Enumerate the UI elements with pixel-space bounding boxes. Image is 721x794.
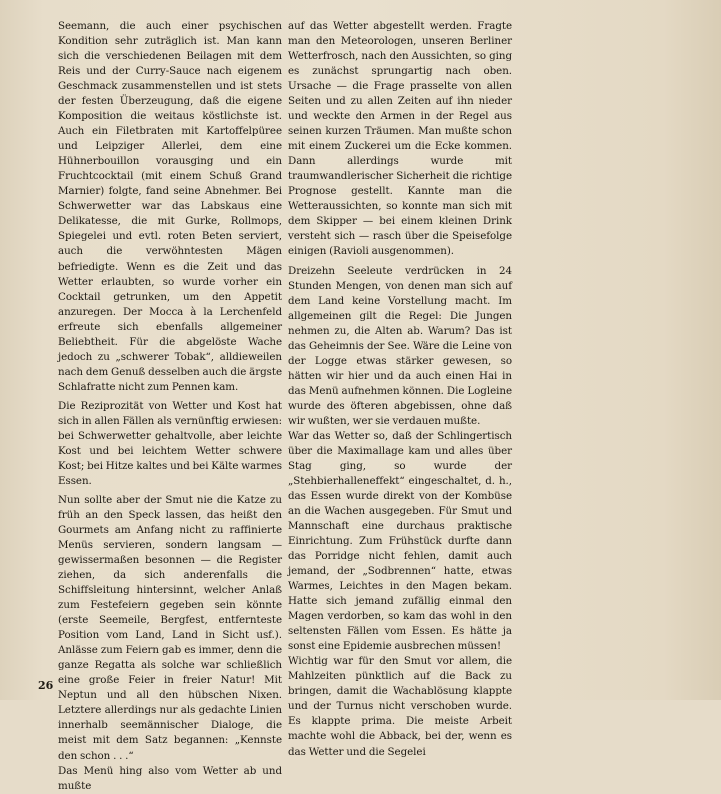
page-number: 26 <box>38 679 54 692</box>
paragraph: Seemann, die auch einer psychischen Kondition sehr zuträglich ist. Man kann sich die verschiedenen Beilagen mit dem Reis und der Curry-Sauce nach eigenem Geschmack zusammenstellen und ist stets der festen Überzeugung, daß die eigene Komposition die weitaus köstlichste ist. Auch ein Filetbraten mit Kartoffelpüree und Leipziger Allerlei, dem eine Hühnerbouillon vorausging und ein Fruchtcocktail (mit einem Schuß Grand Marnier) folgte, fand seine Abnehmer. Bei Schwerwetter war das Labskaus eine Delikatesse, die mit Gurke, Rollmops, Spiegelei und evtl. roten Beten serviert, auch die verwöhntesten Mägen befriedigte. Wenn es die Zeit und das Wetter erlaubten, so wurde vorher ein Cocktail getrunken, um den Appetit anzuregen. Der Mocca à la Lerchenfeld erfreute sich ebenfalls allgemeiner Beliebtheit. Für die abgelöste Wache jedoch zu „schwerer Tobak“, alldieweilen nach dem Genuß desselben auch die ärgste Schlafratte nicht zum Pennen kam. <box>58 20 282 393</box>
paragraph: auf das Wetter abgestellt werden. Fragte man den Meteorologen, unseren Berliner Wetterfrosch, nach den Aussichten, so ging es zunächst sprungartig nach oben. Ursache — die Frage prasselte von allen Seiten und zu allen Zeiten auf ihn nieder und weckte den Armen in der Regel aus seinen kurzen Träumen. Man mußte schon mit einem Zuckerei um die Ecke kommen. Dann allerdings wurde mit traumwandlerischer Sicherheit die richtige Prognose gestellt. Kannte man die Wetteraussichten, so konnte man sich mit dem Skipper — bei einem kleinen Drink versteht sich — rasch über die Speisefolge einigen (Ravioli ausgenommen). <box>288 20 512 258</box>
paragraph: Die Reziprozität von Wetter und Kost hat sich in allen Fällen als vernünftig erwiesen: bei Schwerwetter gehaltvolle, aber leichte Kost und bei leichtem Wetter schwere Kost; bei Hitze kaltes und bei Kälte warmes Essen. <box>58 399 282 487</box>
paragraph: Das Menü hing also vom Wetter ab und mußte <box>58 764 282 792</box>
paragraph: Dreizehn Seeleute verdrücken in 24 Stunden Mengen, von denen man sich auf dem Land keine Vorstellung macht. Im allgemeinen gilt die Regel: Die Jungen nehmen zu, die Alten ab. Warum? Das ist das Geheimnis der See. Wäre die Leine von der Logge etwas stärker gewesen, so hätten wir hier und da auch einen Hai in das Menü aufnehmen können. Die Logleine wurde des öfteren abgebissen, ohne daß wir wußten, wer sie verdauen mußte. <box>288 264 512 427</box>
paragraph: War das Wetter so, daß der Schlingertisch über die Maximallage kam und alles über Stag ging, so wurde der „Stehbierhalleneffekt“ eingeschaltet, d. h., das Essen wurde direkt von der Kombüse an die Wachen ausgegeben. Für Smut und Mannschaft eine durchaus praktische Einrichtung. Zum Frühstück durfte dann das Porridge nicht fehlen, damit auch jemand, der „Sodbrennen“ hatte, etwas Warmes, Leichtes in den Magen bekam. Hatte sich jemand zufällig einmal den Magen verdorben, so kam das wohl in den seltensten Fällen vom Essen. Es hätte ja sonst eine Epidemie ausbrechen müssen! <box>288 429 512 653</box>
paragraph: Nun sollte aber der Smut nie die Katze zu früh an den Speck lassen, das heißt den Gourmets am Anfang nicht zu raffinierte Menüs servieren, sondern langsam — gewissermaßen besonnen — die Register ziehen, da sich anderenfalls die Schiffsleitung hintersinnt, welcher Anlaß zum Festefeiern gegeben sein könnte (erste Seemeile, Bergfest, entfernteste Position vom Land, Land in Sicht usf.). Anlässe zum Feiern gab es immer, denn die ganze Regatta als solche war schließlich eine große Feier in freier Natur! Mit Neptun und all den hübschen Nixen. Letztere allerdings nur als gedachte Linien innerhalb seemännischer Dialoge, die meist mit dem Satz begannen: „Kennste den schon . . .“ <box>58 493 282 762</box>
paragraph: Wichtig war für den Smut vor allem, die Mahlzeiten pünktlich auf die Back zu bringen, damit die Wachablösung klappte und der Turnus nicht verschoben wurde. Es klappte prima. Die meiste Arbeit machte wohl die Abback, bei der, wenn es das Wetter und die Segelei <box>288 655 512 758</box>
left-text-column <box>58 19 282 794</box>
right-text-column <box>288 19 512 760</box>
